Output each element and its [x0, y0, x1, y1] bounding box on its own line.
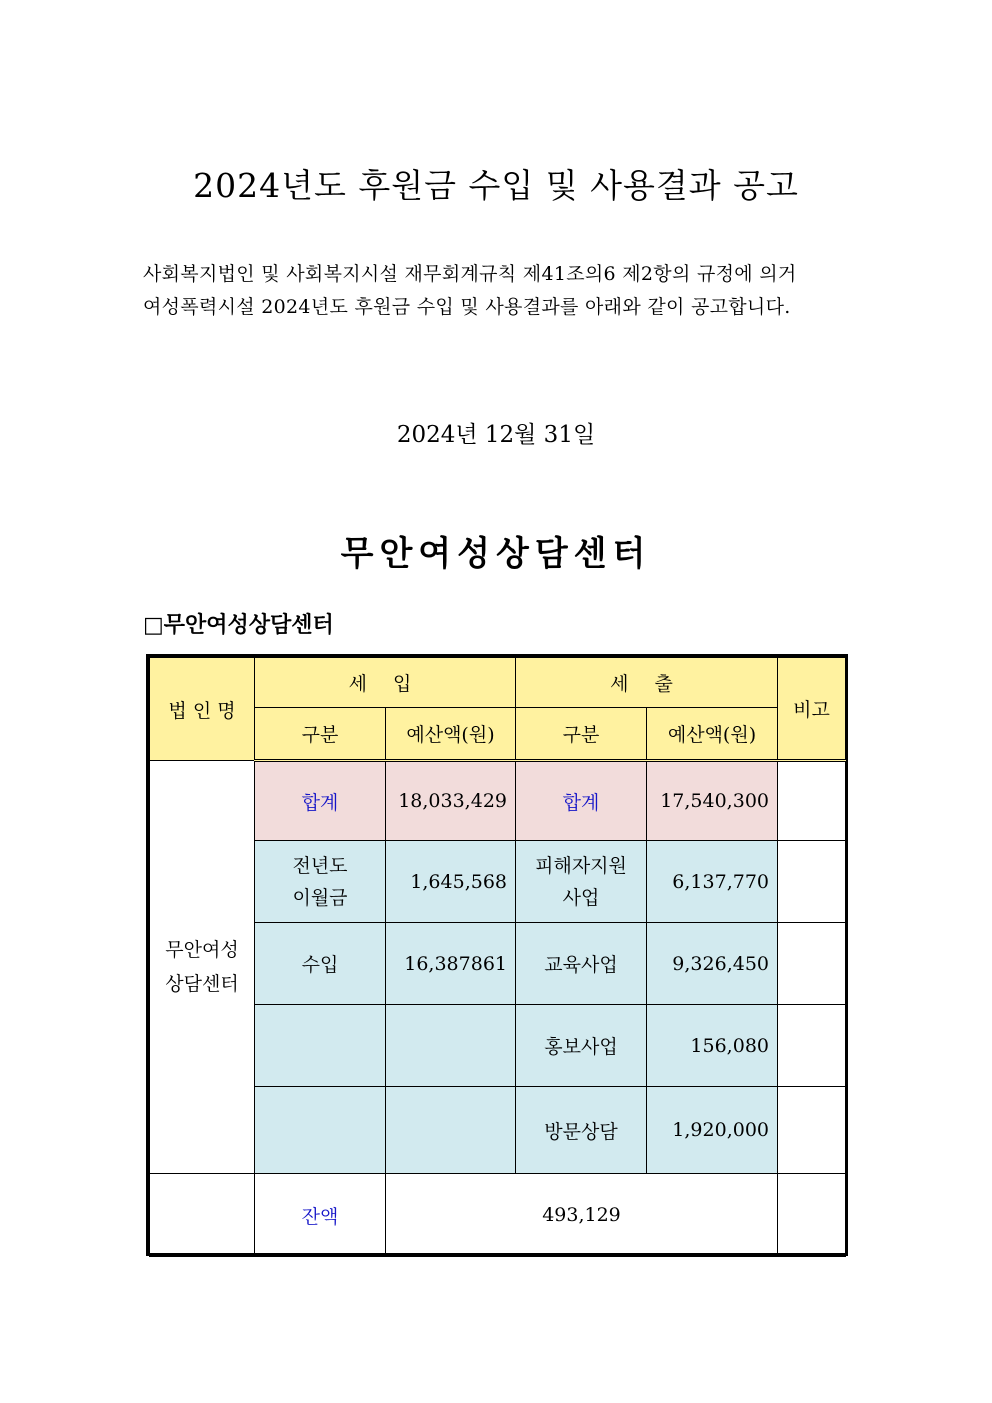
table-row — [150, 841, 846, 923]
intro-line-2: 여성폭력시설 2024년도 후원금 수입 및 사용결과를 아래와 같이 공고합니다. — [143, 296, 791, 318]
header-income: 세 입 — [255, 658, 516, 708]
expense-value: 6,137,770 — [647, 841, 778, 923]
section-title: □무안여성상담센터 — [143, 612, 334, 638]
page-title: 2024년도 후원금 수입 및 사용결과 공고 — [193, 166, 799, 205]
header-income-category: 구분 — [255, 708, 386, 761]
expense-label-text: 피해자지원 사업 — [535, 854, 627, 909]
header-note: 비고 — [778, 658, 846, 761]
note-cell — [778, 1005, 846, 1087]
header-expense-category: 구분 — [516, 708, 647, 761]
table-row-total — [150, 761, 846, 841]
expense-value: 9,326,450 — [647, 923, 778, 1005]
income-label — [255, 1005, 386, 1087]
header-income-budget: 예산액(원) — [386, 708, 516, 761]
expense-label: 홍보사업 — [516, 1005, 647, 1087]
balance-corp-cell — [150, 1174, 255, 1257]
balance-label: 잔액 — [255, 1174, 386, 1257]
income-value — [386, 1005, 516, 1087]
note-cell — [778, 1174, 846, 1257]
table-row — [150, 1005, 846, 1087]
note-cell — [778, 761, 846, 841]
expense-value: 156,080 — [647, 1005, 778, 1087]
income-value-total: 18,033,429 — [386, 761, 516, 841]
note-cell — [778, 923, 846, 1005]
intro-paragraph — [143, 258, 853, 324]
budget-table — [146, 654, 848, 1256]
income-value: 1,645,568 — [386, 841, 516, 923]
header-expense: 세 출 — [516, 658, 778, 708]
table-row — [150, 1087, 846, 1174]
expense-label-total: 합계 — [516, 761, 647, 841]
expense-label: 교육사업 — [516, 923, 647, 1005]
balance-value: 493,129 — [386, 1174, 778, 1257]
note-cell — [778, 841, 846, 923]
note-cell — [778, 1087, 846, 1174]
table-row — [150, 923, 846, 1005]
org-name: 무안여성상담센터 — [340, 534, 652, 574]
expense-value-total: 17,540,300 — [647, 761, 778, 841]
corp-name-text: 무안여성상담센터 — [165, 939, 239, 995]
income-label-text: 전년도 이월금 — [292, 854, 348, 909]
intro-line-1: 사회복지법인 및 사회복지시설 재무회계규칙 제41조의6 제2항의 규정에 의거 — [143, 263, 797, 285]
income-label — [255, 841, 386, 923]
income-label — [255, 1087, 386, 1174]
notice-date: 2024년 12월 31일 — [396, 422, 596, 448]
expense-label: 방문상담 — [516, 1087, 647, 1174]
header-corp-name: 법 인 명 — [150, 658, 255, 761]
income-value: 16,387861 — [386, 923, 516, 1005]
table-row-balance — [150, 1174, 846, 1257]
expense-label — [516, 841, 647, 923]
income-label-total: 합계 — [255, 761, 386, 841]
income-value — [386, 1087, 516, 1174]
expense-value: 1,920,000 — [647, 1087, 778, 1174]
header-expense-budget: 예산액(원) — [647, 708, 778, 761]
corp-cell — [150, 761, 255, 1174]
income-label: 수입 — [255, 923, 386, 1005]
